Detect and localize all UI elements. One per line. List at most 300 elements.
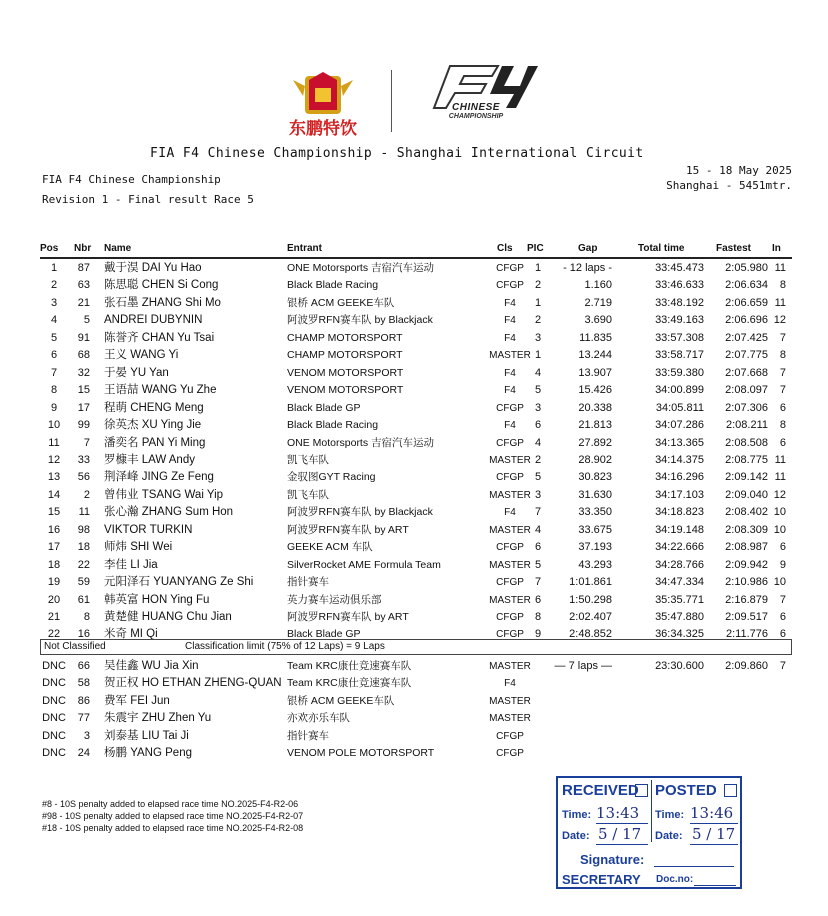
cell-entrant: 阿波罗RFN赛车队 by ART: [287, 523, 409, 536]
cell-pic: 3: [534, 488, 542, 501]
cell-pos: 22: [47, 628, 61, 641]
cell-nbr: 68: [77, 349, 90, 362]
cell-fastest-lap: 2:08.508: [725, 436, 768, 449]
cell-class: CFGP: [496, 280, 524, 292]
cell-laps-in: 11: [774, 453, 786, 466]
venue: Shanghai - 5451mtr.: [666, 179, 792, 192]
cell-pos: 11: [48, 436, 60, 449]
result-row: [0, 312, 828, 329]
cell-pos: 19: [47, 576, 61, 589]
cell-nbr: 58: [77, 677, 90, 690]
cell-nbr: 11: [78, 506, 90, 519]
cell-pos: 15: [47, 506, 61, 519]
cell-total-time: 34:28.766: [655, 558, 704, 571]
cell-fastest-lap: 2:07.425: [725, 331, 768, 344]
cell-pic: 6: [534, 541, 542, 554]
cell-gap: — 7 laps —: [554, 660, 612, 672]
header-rule: [40, 257, 792, 259]
col-header-gap: Gap: [578, 243, 598, 254]
received-date: 5 / 17: [598, 825, 642, 843]
cell-fastest-lap: 2:08.402: [725, 506, 768, 519]
cell-gap: 13.907: [578, 366, 612, 379]
cell-fastest-lap: 2:09.860: [725, 660, 768, 672]
cell-pic: 5: [534, 558, 542, 571]
cell-nbr: 18: [77, 541, 90, 554]
cell-entrant: 阿波罗RFN赛车队 by ART: [287, 611, 409, 623]
cell-driver-name: 徐英杰 XU Ying Jie: [104, 419, 202, 432]
f4-logo-subtext: CHAMPIONSHIP: [448, 113, 504, 120]
cell-laps-in: 11: [774, 262, 786, 274]
cell-class: CFGP: [496, 472, 524, 484]
cell-laps-in: 10: [773, 506, 786, 519]
cell-total-time: 33:57.308: [655, 331, 704, 344]
doc-no-label: Doc.no:: [656, 874, 694, 885]
cell-pos: 4: [50, 314, 58, 327]
cell-nbr: 59: [77, 576, 90, 589]
cell-nbr: 63: [77, 279, 90, 292]
cell-driver-name: 杨鹏 YANG Peng: [104, 747, 192, 759]
cell-nbr: 98: [77, 523, 90, 536]
posted-date-line: [690, 844, 738, 845]
cell-pos: 3: [50, 296, 58, 309]
cell-driver-name: 陈思聪 CHEN Si Cong: [104, 279, 219, 292]
not-classified-label: Not Classified: [44, 641, 106, 652]
cell-pic: 7: [534, 576, 542, 589]
cell-driver-name: 潘奕名 PAN Yi Ming: [104, 436, 206, 449]
cell-pos: DNC: [42, 729, 66, 742]
received-time-label: Time:: [562, 809, 592, 821]
dnc-row: [0, 658, 828, 675]
received-date-label: Date:: [562, 830, 590, 842]
cell-driver-name: 吴佳鑫 WU Jia Xin: [104, 660, 199, 672]
not-classified-box: [40, 639, 792, 655]
cell-pic: 2: [534, 314, 542, 327]
cell-pos: DNC: [42, 694, 66, 707]
cell-laps-in: 7: [779, 660, 786, 672]
cell-laps-in: 8: [779, 279, 786, 292]
cell-driver-name: VIKTOR TURKIN: [104, 523, 193, 536]
cell-class: CFGP: [496, 730, 524, 742]
cell-nbr: 8: [83, 611, 90, 623]
cell-gap: 33.675: [578, 523, 612, 536]
cell-fastest-lap: 2:05.980: [725, 262, 768, 274]
cell-nbr: 21: [77, 296, 90, 309]
cell-entrant: 银桥 ACM GEEKE车队: [287, 296, 395, 309]
cell-gap: 27.892: [578, 436, 612, 449]
result-row: [0, 452, 828, 469]
cell-nbr: 7: [83, 436, 90, 449]
cell-class: F4: [504, 420, 516, 432]
date-range: 15 - 18 May 2025: [686, 164, 792, 177]
dnc-row: [0, 745, 828, 762]
cell-class: CFGP: [496, 612, 524, 623]
cell-nbr: 91: [77, 331, 90, 344]
cell-pos: 21: [47, 611, 61, 623]
cell-total-time: 34:22.666: [655, 541, 704, 554]
cell-nbr: 61: [77, 593, 90, 606]
result-row: [0, 435, 828, 452]
cell-gap: 43.293: [578, 558, 612, 571]
dnc-row: [0, 693, 828, 710]
cell-entrant: 亦欢亦乐车队: [287, 712, 350, 725]
result-row: [0, 592, 828, 609]
cell-laps-in: 6: [779, 541, 786, 554]
cell-entrant: Team KRC康仕竞速赛车队: [287, 677, 412, 690]
cell-entrant: 阿波罗RFN赛车队 by Blackjack: [287, 314, 433, 327]
col-header-in: In: [772, 243, 781, 254]
cell-total-time: 34:00.899: [655, 384, 704, 397]
cell-entrant: SilverRocket AME Formula Team: [287, 558, 441, 571]
cell-nbr: 3: [83, 729, 90, 742]
cell-gap: 2.719: [584, 296, 612, 309]
cell-total-time: 35:35.771: [655, 593, 704, 606]
result-row: [0, 574, 828, 591]
posted-date-label: Date:: [655, 830, 683, 842]
cell-nbr: 2: [83, 488, 90, 501]
cell-total-time: 34:05.811: [655, 401, 704, 414]
cell-driver-name: 贺正权 HO ETHAN ZHENG-QUAN: [104, 677, 282, 690]
cell-entrant: 凯飞车队: [287, 488, 329, 501]
cell-class: F4: [504, 297, 516, 309]
stamp-posted-label: POSTED: [655, 782, 717, 799]
cell-driver-name: 曾伟业 TSANG Wai Yip: [104, 488, 224, 501]
cell-fastest-lap: 2:09.942: [725, 558, 768, 571]
cell-gap: 21.813: [578, 419, 612, 432]
cell-entrant: VENOM POLE MOTORSPORT: [287, 747, 435, 759]
received-posted-stamp: [556, 776, 742, 889]
cell-fastest-lap: 2:16.879: [725, 593, 768, 606]
cell-pos: DNC: [42, 712, 66, 725]
result-row: [0, 260, 828, 277]
cell-entrant: VENOM MOTORSPORT: [287, 366, 404, 379]
cell-entrant: Black Blade GP: [287, 401, 361, 414]
cell-gap: 2:48.852: [569, 628, 612, 641]
cell-class: MASTER: [489, 695, 531, 707]
cell-pic: 1: [534, 296, 542, 309]
posted-time: 13:46: [690, 804, 734, 822]
cell-laps-in: 7: [779, 593, 786, 606]
result-row: [0, 347, 828, 364]
result-row: [0, 469, 828, 486]
cell-gap: 28.902: [578, 453, 612, 466]
cell-fastest-lap: 2:09.040: [725, 488, 768, 501]
cell-total-time: 36:34.325: [655, 628, 704, 641]
cell-class: MASTER: [489, 594, 531, 606]
cell-gap: 3.690: [584, 314, 612, 327]
cell-driver-name: 荆泽峰 JING Ze Feng: [104, 471, 214, 484]
col-header-total-time: Total time: [638, 243, 685, 254]
cell-fastest-lap: 2:08.211: [725, 419, 768, 432]
cell-pos: 9: [50, 401, 58, 414]
cell-pos: DNC: [42, 677, 66, 690]
cell-nbr: 5: [83, 314, 90, 327]
cell-class: MASTER: [489, 454, 531, 466]
cell-gap: 13.244: [578, 349, 612, 362]
cell-nbr: 15: [77, 384, 90, 397]
cell-pos: DNC: [42, 747, 66, 759]
cell-fastest-lap: 2:06.634: [725, 279, 768, 292]
cell-fastest-lap: 2:08.987: [725, 541, 768, 554]
cell-gap: 30.823: [578, 471, 612, 484]
cell-driver-name: 王义 WANG Yi: [104, 349, 179, 362]
revision-line: Revision 1 - Final result Race 5: [42, 193, 254, 206]
cell-class: CFGP: [496, 437, 524, 449]
cell-class: MASTER: [489, 661, 531, 672]
received-date-line: [596, 844, 648, 845]
posted-checkbox: [724, 784, 737, 797]
posted-time-line: [690, 823, 738, 824]
cell-entrant: 金驭图GYT Racing: [287, 471, 376, 484]
dnc-row: [0, 710, 828, 727]
cell-nbr: 56: [77, 471, 90, 484]
cell-fastest-lap: 2:07.306: [725, 401, 768, 414]
cell-pos: 12: [47, 453, 61, 466]
cell-driver-name: 戴于淏 DAI Yu Hao: [104, 262, 202, 274]
result-row: [0, 330, 828, 347]
cell-laps-in: 11: [774, 296, 786, 309]
cell-driver-name: 师炜 SHI Wei: [104, 541, 173, 554]
cell-total-time: 33:45.473: [655, 262, 704, 274]
cell-laps-in: 11: [774, 471, 786, 484]
cell-driver-name: 程萌 CHENG Meng: [104, 401, 204, 414]
cell-pic: 2: [534, 279, 542, 292]
cell-total-time: 33:48.192: [655, 296, 704, 309]
penalty-note: #98 - 10S penalty added to elapsed race time NO.2025-F4-R2-07: [42, 811, 304, 821]
cell-driver-name: 罗槺丰 LAW Andy: [104, 453, 195, 466]
col-header-name: Name: [104, 243, 132, 254]
cell-nbr: 86: [77, 694, 90, 707]
cell-pic: 8: [534, 611, 542, 623]
cell-laps-in: 6: [779, 401, 786, 414]
cell-nbr: 32: [77, 366, 90, 379]
cell-gap: 15.426: [578, 384, 612, 397]
cell-laps-in: 8: [779, 419, 786, 432]
cell-laps-in: 10: [773, 523, 786, 536]
sponsor-name: 东鹏特饮: [289, 119, 357, 139]
cell-gap: 20.338: [578, 401, 612, 414]
cell-driver-name: 朱震宇 ZHU Zhen Yu: [104, 712, 212, 725]
cell-laps-in: 7: [779, 331, 786, 344]
cell-pos: 1: [50, 262, 58, 274]
cell-total-time: 34:16.296: [655, 471, 704, 484]
cell-driver-name: 费军 FEI Jun: [104, 694, 170, 707]
cell-total-time: 34:18.823: [655, 506, 704, 519]
classification-limit: Classification limit (75% of 12 Laps) = 9 Laps: [185, 641, 385, 652]
cell-fastest-lap: 2:08.097: [725, 384, 768, 397]
result-row: [0, 557, 828, 574]
cell-pic: 1: [534, 349, 542, 362]
cell-laps-in: 12: [773, 488, 786, 501]
cell-total-time: 23:30.600: [655, 660, 704, 672]
cell-nbr: 87: [77, 262, 90, 274]
cell-class: F4: [504, 332, 516, 344]
cell-class: CFGP: [496, 748, 524, 759]
cell-pic: 4: [534, 366, 542, 379]
cell-class: MASTER: [489, 713, 531, 725]
cell-total-time: 34:47.334: [655, 576, 704, 589]
cell-pos: DNC: [42, 660, 66, 672]
cell-driver-name: 陈誉齐 CHAN Yu Tsai: [104, 331, 215, 344]
posted-date: 5 / 17: [692, 825, 736, 843]
cell-entrant: 银桥 ACM GEEKE车队: [287, 694, 395, 707]
f4-logo-icon: [416, 62, 540, 132]
secretary-label: SECRETARY: [562, 872, 641, 887]
cell-nbr: 24: [77, 747, 90, 759]
cell-nbr: 77: [77, 712, 90, 725]
result-row: [0, 365, 828, 382]
result-row: [0, 382, 828, 399]
stamp-received-label: RECEIVED: [562, 782, 639, 799]
cell-pic: 3: [534, 331, 542, 344]
cell-pos: 6: [50, 349, 58, 362]
cell-entrant: 阿波罗RFN赛车队 by Blackjack: [287, 506, 433, 519]
cell-entrant: 指针赛车: [287, 576, 329, 589]
cell-class: CFGP: [496, 542, 524, 554]
cell-laps-in: 8: [779, 349, 786, 362]
result-row: [0, 504, 828, 521]
cell-entrant: 指针赛车: [287, 729, 329, 742]
cell-gap: 1.160: [584, 279, 612, 292]
cell-driver-name: ANDREI DUBYNIN: [104, 314, 203, 327]
cell-total-time: 34:13.365: [655, 436, 704, 449]
penalty-note: #18 - 10S penalty added to elapsed race time NO.2025-F4-R2-08: [42, 823, 304, 833]
dnc-row: [0, 728, 828, 745]
cell-driver-name: 张心瀚 ZHANG Sum Hon: [104, 506, 234, 519]
cell-laps-in: 6: [779, 436, 786, 449]
cell-class: F4: [504, 367, 516, 379]
cell-total-time: 34:14.375: [655, 453, 704, 466]
cell-gap: 1:50.298: [569, 593, 612, 606]
dnc-row: [0, 675, 828, 692]
cell-nbr: 16: [77, 628, 90, 641]
cell-fastest-lap: 2:08.775: [725, 453, 768, 466]
result-row: [0, 417, 828, 434]
page-title: FIA F4 Chinese Championship - Shanghai International Circuit: [150, 146, 644, 161]
cell-pic: 7: [534, 506, 542, 519]
cell-pic: 9: [534, 628, 542, 641]
cell-class: F4: [504, 678, 516, 690]
cell-driver-name: 张石墨 ZHANG Shi Mo: [104, 296, 221, 309]
cell-nbr: 17: [77, 401, 90, 414]
cell-pos: 16: [47, 523, 61, 536]
cell-gap: 33.350: [578, 506, 612, 519]
cell-fastest-lap: 2:09.142: [725, 471, 768, 484]
cell-pos: 20: [47, 593, 61, 606]
cell-entrant: VENOM MOTORSPORT: [287, 384, 404, 397]
cell-nbr: 22: [77, 558, 90, 571]
cell-total-time: 34:19.148: [655, 523, 704, 536]
cell-total-time: 34:17.103: [655, 488, 704, 501]
posted-time-label: Time:: [655, 809, 685, 821]
stamp-divider: [651, 780, 652, 842]
cell-entrant: ONE Motorsports 吉宿汽车运动: [287, 262, 435, 274]
cell-laps-in: 6: [779, 611, 786, 623]
cell-fastest-lap: 2:11.776: [725, 628, 768, 641]
cell-pos: 14: [47, 488, 61, 501]
signature-label: Signature:: [580, 852, 645, 867]
cell-driver-name: 元阳泽石 YUANYANG Ze Shi: [104, 576, 254, 589]
received-time: 13:43: [596, 804, 640, 822]
event-info: [640, 163, 792, 193]
cell-pic: 5: [534, 471, 542, 484]
cell-pos: 10: [47, 419, 61, 432]
cell-entrant: Black Blade GP: [287, 628, 361, 641]
col-header-entrant: Entrant: [287, 243, 322, 254]
cell-total-time: 33:49.163: [655, 314, 704, 327]
cell-pos: 2: [50, 279, 58, 292]
cell-class: CFGP: [496, 577, 524, 589]
received-time-line: [596, 823, 648, 824]
cell-class: CFGP: [496, 629, 524, 641]
result-row: [0, 295, 828, 312]
cell-class: CFGP: [496, 402, 524, 414]
cell-laps-in: 9: [779, 558, 786, 571]
result-row: [0, 277, 828, 294]
cell-driver-name: 米奇 MI Qi: [104, 628, 158, 641]
cell-pic: 4: [534, 523, 542, 536]
result-row: [0, 522, 828, 539]
cell-pos: 13: [47, 471, 61, 484]
doc-no-line: [694, 885, 736, 886]
cell-entrant: Black Blade Racing: [287, 419, 379, 432]
cell-pic: 2: [534, 453, 542, 466]
cell-gap: - 12 laps -: [563, 262, 612, 274]
cell-total-time: 33:59.380: [655, 366, 704, 379]
cell-fastest-lap: 2:10.986: [725, 576, 768, 589]
col-header-cls: Cls: [497, 243, 513, 254]
cell-nbr: 66: [77, 660, 90, 672]
signature-line: [654, 866, 734, 867]
cell-pic: 3: [534, 401, 542, 414]
cell-entrant: CHAMP MOTORSPORT: [287, 331, 403, 344]
cell-pic: 6: [534, 593, 542, 606]
cell-fastest-lap: 2:06.659: [725, 296, 768, 309]
cell-driver-name: 李佳 LI Jia: [104, 558, 158, 571]
cell-laps-in: 10: [773, 576, 786, 589]
cell-nbr: 33: [77, 453, 90, 466]
col-header-nbr: Nbr: [74, 243, 92, 254]
cell-entrant: Team KRC康仕竞速赛车队: [287, 660, 412, 672]
received-checkbox: [635, 784, 648, 797]
cell-entrant: 凯飞车队: [287, 453, 329, 466]
cell-entrant: Black Blade Racing: [287, 279, 379, 292]
cell-fastest-lap: 2:07.775: [725, 349, 768, 362]
cell-pos: 5: [50, 331, 58, 344]
cell-class: F4: [504, 385, 516, 397]
cell-total-time: 33:46.633: [655, 279, 704, 292]
cell-fastest-lap: 2:09.517: [725, 611, 768, 623]
cell-gap: 11.835: [579, 331, 612, 344]
cell-pos: 17: [47, 541, 61, 554]
cell-driver-name: 王语喆 WANG Yu Zhe: [104, 384, 217, 397]
cell-entrant: 英力赛车运动俱乐部: [287, 593, 382, 606]
cell-gap: 31.630: [578, 488, 612, 501]
cell-entrant: GEEKE ACM 车队: [287, 541, 373, 554]
cell-fastest-lap: 2:08.309: [725, 523, 768, 536]
result-row: [0, 487, 828, 504]
cell-laps-in: 7: [779, 366, 786, 379]
cell-class: F4: [504, 507, 516, 519]
col-header-fastest: Fastest: [716, 243, 752, 254]
cell-entrant: ONE Motorsports 吉宿汽车运动: [287, 436, 435, 449]
col-header-pos: Pos: [40, 243, 59, 254]
cell-driver-name: 黄楚健 HUANG Chu Jian: [104, 611, 232, 623]
cell-driver-name: 于晏 YU Yan: [104, 366, 169, 379]
cell-laps-in: 12: [773, 314, 786, 327]
cell-laps-in: 6: [779, 628, 786, 641]
f4-logo-text: CHINESE: [452, 102, 500, 113]
cell-entrant: CHAMP MOTORSPORT: [287, 349, 403, 362]
